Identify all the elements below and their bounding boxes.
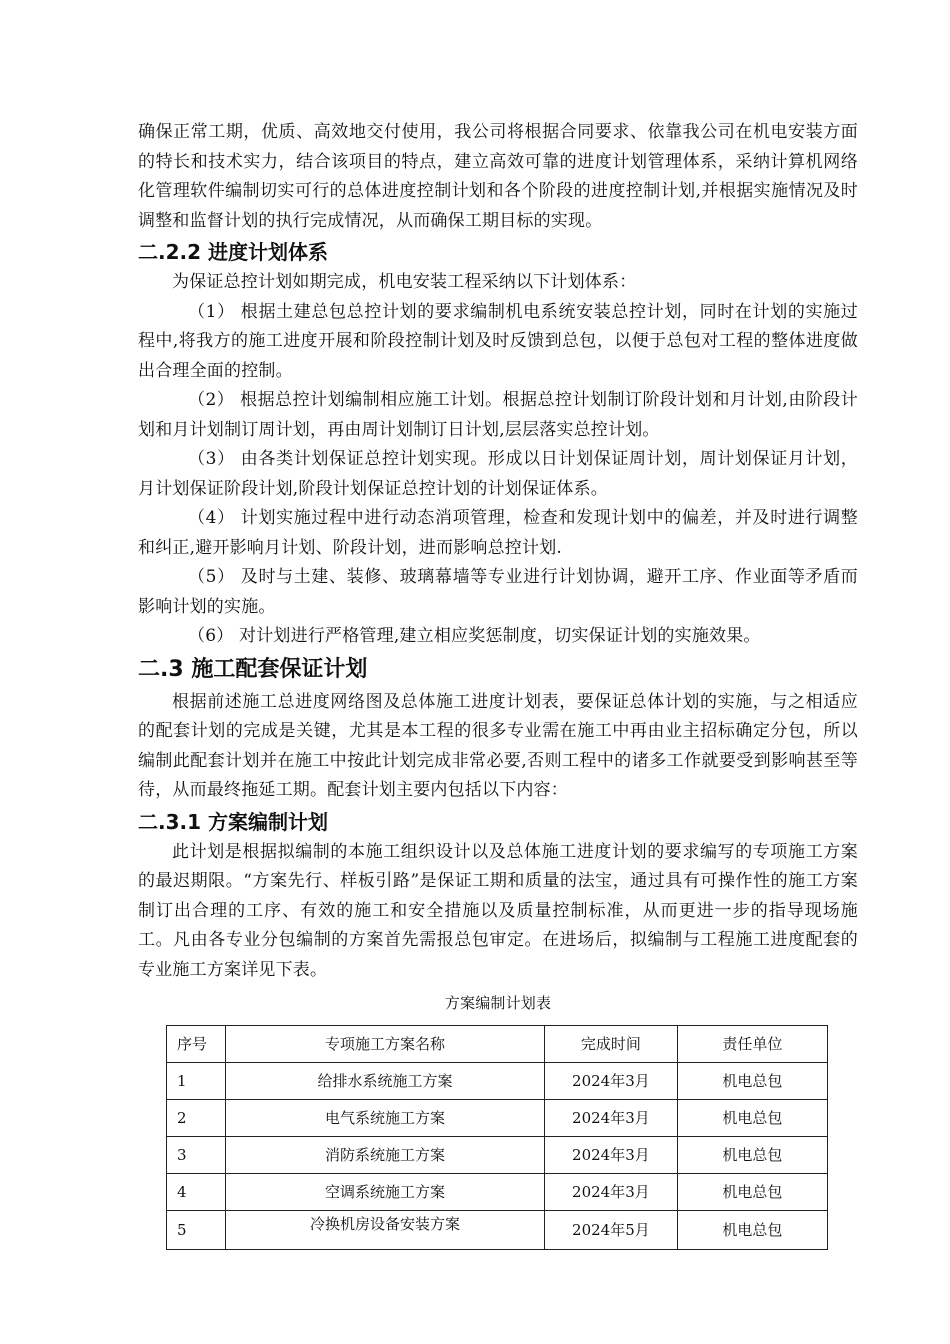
cell-responsible: 机电总包 [677, 1173, 827, 1210]
cell-index: 1 [167, 1062, 226, 1099]
cell-responsible: 机电总包 [677, 1099, 827, 1136]
plan-table [166, 1025, 828, 1250]
cell-plan-name: 冷换机房设备安装方案 [225, 1210, 544, 1249]
plan-item-1: （1） 根据土建总包总控计划的要求编制机电系统安装总控计划，同时在计划的实施过程中,将我方的施工进度开展和阶段控制计划及时反馈到总包，以便于总包对工程的整体进度做出合理全面的控制。 [138, 301, 858, 381]
section-heading-2-2: 二.2.2 进度计划体系 [138, 240, 328, 264]
plan-item-2: （2） 根据总控计划编制相应施工计划。根据总控计划制订阶段计划和月计划,由阶段计划和月计划制订周计划，再由周计划制订日计划,层层落实总控计划。 [138, 390, 858, 440]
document-page [138, 118, 858, 1250]
table-row [167, 1062, 828, 1099]
table-row [167, 1173, 828, 1210]
cell-responsible: 机电总包 [677, 1062, 827, 1099]
cell-finish-time: 2024年3月 [545, 1136, 678, 1173]
section-2-2-lead: 为保证总控计划如期完成，机电安装工程采纳以下计划体系： [172, 272, 637, 292]
section-heading-2-3: 二.3 施工配套保证计划 [138, 656, 368, 682]
plan-item-3: （3） 由各类计划保证总控计划实现。形成以日计划保证周计划，周计划保证月计划，月计划保证阶段计划,阶段计划保证总控计划的计划保证体系。 [138, 449, 858, 499]
header-index: 序号 [167, 1025, 226, 1062]
cell-index: 5 [167, 1210, 226, 1249]
plan-item-5: （5） 及时与土建、装修、玻璃幕墙等专业进行计划协调，避开工序、作业面等矛盾而影响计划的实施。 [138, 567, 858, 617]
header-plan-name: 专项施工方案名称 [225, 1025, 544, 1062]
table-row [167, 1136, 828, 1173]
table-caption: 方案编制计划表 [444, 994, 552, 1012]
cell-plan-name: 电气系统施工方案 [225, 1099, 544, 1136]
table-row [167, 1210, 828, 1249]
section-2-3-1-paragraph: 此计划是根据拟编制的本施工组织设计以及总体施工进度计划的要求编写的专项施工方案的最迟期限。“方案先行、样板引路”是保证工期和质量的法宝，通过具有可操作性的施工方案制订出合理的工序、有效的施工和安全措施以及质量控制标准，从而更进一步的指导现场施工。凡由各专业分包编制的方案首先需报总包审定。在进场后，拟编制与工程施工进度配套的专业施工方案详见下表。 [138, 841, 858, 980]
table-header-row [167, 1025, 828, 1062]
cell-index: 2 [167, 1099, 226, 1136]
table-row [167, 1099, 828, 1136]
cell-finish-time: 2024年3月 [545, 1062, 678, 1099]
plan-item-4: （4） 计划实施过程中进行动态消项管理，检查和发现计划中的偏差，并及时进行调整和纠正,避开影响月计划、阶段计划，进而影响总控计划. [138, 508, 858, 558]
cell-index: 4 [167, 1173, 226, 1210]
cell-plan-name: 空调系统施工方案 [225, 1173, 544, 1210]
cell-responsible: 机电总包 [677, 1210, 827, 1249]
section-heading-2-3-1: 二.3.1 方案编制计划 [138, 809, 328, 834]
cell-finish-time: 2024年5月 [545, 1210, 678, 1249]
plan-item-6: （6） 对计划进行严格管理,建立相应奖惩制度，切实保证计划的实施效果。 [188, 626, 761, 646]
cell-index: 3 [167, 1136, 226, 1173]
header-responsible: 责任单位 [677, 1025, 827, 1062]
cell-plan-name: 给排水系统施工方案 [225, 1062, 544, 1099]
cell-finish-time: 2024年3月 [545, 1099, 678, 1136]
intro-paragraph: 确保正常工期，优质、高效地交付使用，我公司将根据合同要求、依靠我公司在机电安装方面的特长和技术实力，结合该项目的特点，建立高效可靠的进度计划管理体系，采纳计算机网络化管理软件编制切实可行的总体进度控制计划和各个阶段的进度控制计划,并根据实施情况及时调整和监督计划的执行完成情况，从而确保工期目标的实现。 [138, 122, 858, 231]
header-finish-time: 完成时间 [545, 1025, 678, 1062]
cell-plan-name: 消防系统施工方案 [225, 1136, 544, 1173]
cell-finish-time: 2024年3月 [545, 1173, 678, 1210]
section-2-3-paragraph: 根据前述施工总进度网络图及总体施工进度计划表，要保证总体计划的实施，与之相适应的配套计划的完成是关键，尤其是本工程的很多专业需在施工中再由业主招标确定分包，所以编制此配套计划并在施工中按此计划完成非常必要,否则工程中的诸多工作就要受到影响甚至等待，从而最终拖延工期。配套计划主要内包括以下内容： [138, 691, 858, 800]
cell-responsible: 机电总包 [677, 1136, 827, 1173]
